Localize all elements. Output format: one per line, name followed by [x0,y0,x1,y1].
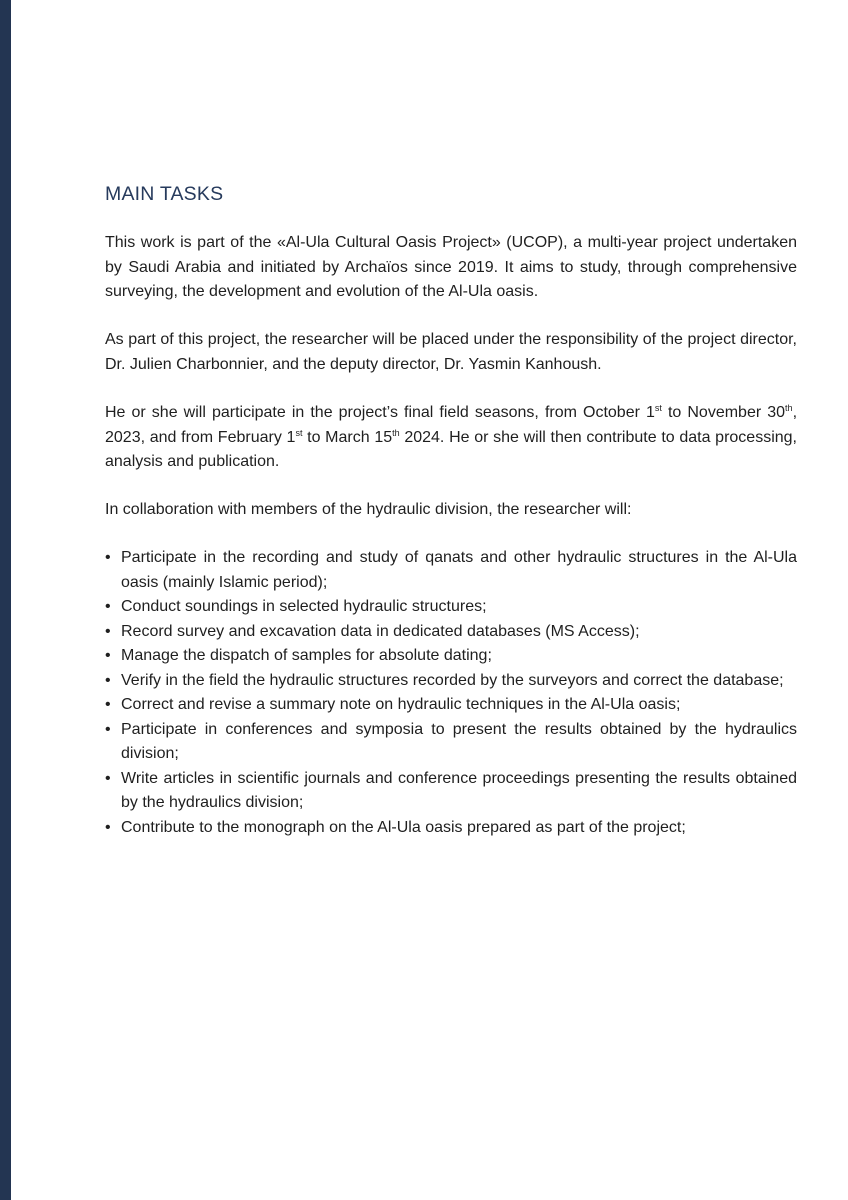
text-segment: He or she will participate in the project’s final field seasons, from October 1 [105,404,655,421]
list-item [105,644,797,669]
list-item-text: Participate in the recording and study of qanats and other hydraulic structures in the Al-Ula oasis (mainly Islamic period); [121,549,797,591]
ordinal-suffix: st [654,403,662,413]
bullet-icon: • [105,598,111,615]
page-side-bar [0,0,11,1200]
ordinal-suffix: st [295,427,303,438]
text-segment: to March 15 [302,428,393,446]
list-item [105,620,797,645]
list-item-text: Participate in conferences and symposia to present the results obtained by the hydraulics division; [121,720,797,762]
ordinal-suffix: th [785,403,793,413]
bullet-icon: • [105,622,111,640]
bullet-icon: • [105,671,111,689]
task-list [105,546,797,840]
bullet-icon: • [105,818,111,836]
list-item-text: Record survey and excavation data in dedicated databases (MS Access); [121,622,640,640]
list-item-text: Write articles in scientific journals and conference proceedings presenting the results obtained by the hydraulics division; [121,769,797,811]
list-item [105,669,797,694]
list-item [105,767,797,816]
list-item-text: Conduct soundings in selected hydraulic structures; [121,598,487,615]
list-item [105,693,797,718]
list-item [105,595,797,620]
text-segment: , 2023, and from February 1 [105,404,798,446]
responsibility-paragraph: As part of this project, the researcher will be placed under the responsibility of the project director, Dr. Julien Charbonnier, and the deputy director, Dr. Yasmin Kanhoush. [105,331,797,373]
collaboration-paragraph: In collaboration with members of the hydraulic division, the researcher will: [105,501,632,518]
bullet-icon: • [105,769,111,787]
section-heading: MAIN TASKS [105,183,224,205]
list-item [105,718,797,767]
field-seasons-paragraph [105,401,797,475]
list-item-text: Manage the dispatch of samples for absolute dating; [121,647,492,664]
list-item [105,816,797,841]
list-item [105,546,797,595]
bullet-icon: • [105,647,111,664]
intro-paragraph: This work is part of the «Al-Ula Cultural Oasis Project» (UCOP), a multi-year project undertaken by Saudi Arabia and initiated by Archaïos since 2019. It aims to study, through comprehensive surveying, the development and evolution of the Al-Ula oasis. [105,234,797,300]
bullet-icon: • [105,696,111,713]
bullet-icon: • [105,720,111,738]
list-item-text: Contribute to the monograph on the Al-Ula oasis prepared as part of the project; [121,818,686,836]
ordinal-suffix: th [392,427,400,438]
list-item-text: Correct and revise a summary note on hydraulic techniques in the Al-Ula oasis; [121,696,681,713]
bullet-icon: • [105,549,111,566]
text-segment: 2024. He or she will then contribute to data processing, analysis and publication. [105,428,798,470]
list-item-text: Verify in the field the hydraulic structures recorded by the surveyors and correct the database; [121,671,784,689]
text-segment: to November 30 [661,404,786,421]
